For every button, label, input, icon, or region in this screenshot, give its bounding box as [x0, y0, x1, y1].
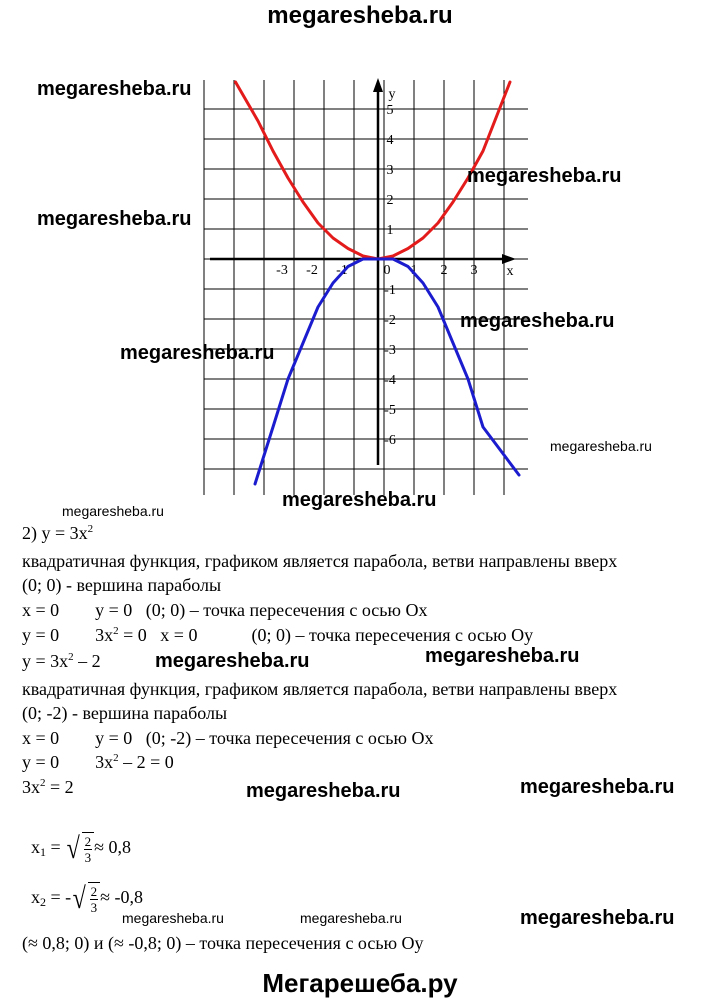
x-tick-label: -3: [276, 263, 288, 278]
text-line: $3x^2 = 2$: [22, 777, 74, 797]
text-line: y = 0 $3x^2 - 2 = 0$: [22, 752, 174, 772]
text-line: $y = 3x^2 - 2$: [22, 651, 101, 671]
watermark: megaresheba.ru: [37, 208, 192, 230]
text-line: (0; 0) - вершина параболы: [22, 575, 222, 595]
watermark: megaresheba.ru: [467, 165, 622, 187]
y-axis-arrow: [373, 78, 383, 92]
watermark: megaresheba.ru: [122, 910, 224, 926]
watermark: megaresheba.ru: [155, 650, 310, 672]
text-line: y = 0 $3x^2 = 0$ x = 0 (0; 0) – точка пересечения с осью Oy: [22, 625, 534, 645]
y-tick-label: -3: [384, 343, 396, 358]
y-tick-label: 4: [386, 133, 394, 148]
y-tick-label: 2: [386, 193, 394, 208]
watermark: megaresheba.ru: [520, 907, 675, 929]
x-tick-label: -1: [336, 263, 348, 278]
parabola-graph: [0, 0, 720, 500]
y-tick-label: 5: [386, 103, 394, 118]
y-tick-label: -2: [384, 313, 396, 328]
sqrt-symbol: √ $\frac{2}{3}$: [71, 882, 100, 916]
x-tick-label: 0: [383, 263, 391, 278]
y-tick-label: -4: [384, 373, 396, 388]
x-tick-label: 3: [470, 263, 478, 278]
task-heading: 2) $y = 3x^2$: [22, 523, 94, 543]
text-line: квадратичная функция, графиком является парабола, ветви направлены вверх: [22, 551, 618, 571]
watermark: megaresheba.ru: [120, 342, 275, 364]
watermark: megaresheba.ru: [520, 776, 675, 798]
sqrt-symbol: √ $\frac{2}{3}$: [65, 832, 94, 866]
text-line: x = 0 y = 0 (0; 0) – точка пересечения с осью Ox: [22, 600, 428, 620]
y-tick-label: -6: [384, 433, 396, 448]
watermark: megaresheba.ru: [246, 780, 401, 802]
watermark: megaresheba.ru: [300, 910, 402, 926]
watermark: megaresheba.ru: [62, 503, 164, 519]
text-line: x = 0 y = 0 (0; -2) – точка пересечения с осью Ox: [22, 728, 434, 748]
x-axis-label: x: [506, 264, 514, 279]
text-line: (0; -2) - вершина параболы: [22, 703, 228, 723]
watermark: megaresheba.ru: [425, 645, 580, 667]
root-x2-line: $x_2$ = - √ $\frac{2}{3}$ ≈ -0,8: [31, 882, 143, 915]
watermark: megaresheba.ru: [460, 310, 615, 332]
x-tick-label: 1: [410, 263, 418, 278]
y-tick-label: -1: [384, 283, 396, 298]
watermark: megaresheba.ru: [550, 438, 652, 454]
y-tick-label: 3: [386, 163, 394, 178]
text-line: квадратичная функция, графиком является парабола, ветви направлены вверх: [22, 679, 618, 699]
site-footer: Мегарешеба.ру: [262, 968, 458, 998]
text-line: (≈ 0,8; 0) и (≈ -0,8; 0) – точка пересечения с осью Oy: [22, 933, 424, 953]
site-header: megaresheba.ru: [267, 2, 453, 29]
x-tick-label: 2: [440, 263, 448, 278]
y-tick-label: -5: [384, 403, 396, 418]
x-axis-arrow: [502, 254, 516, 264]
x-tick-label: -2: [306, 263, 318, 278]
watermark: megaresheba.ru: [282, 489, 437, 511]
y-tick-label: 1: [386, 223, 394, 238]
y-axis-label: y: [388, 87, 396, 102]
watermark: megaresheba.ru: [37, 78, 192, 100]
root-x1-line: $x_1$ = √ $\frac{2}{3}$ ≈ 0,8: [31, 832, 132, 865]
